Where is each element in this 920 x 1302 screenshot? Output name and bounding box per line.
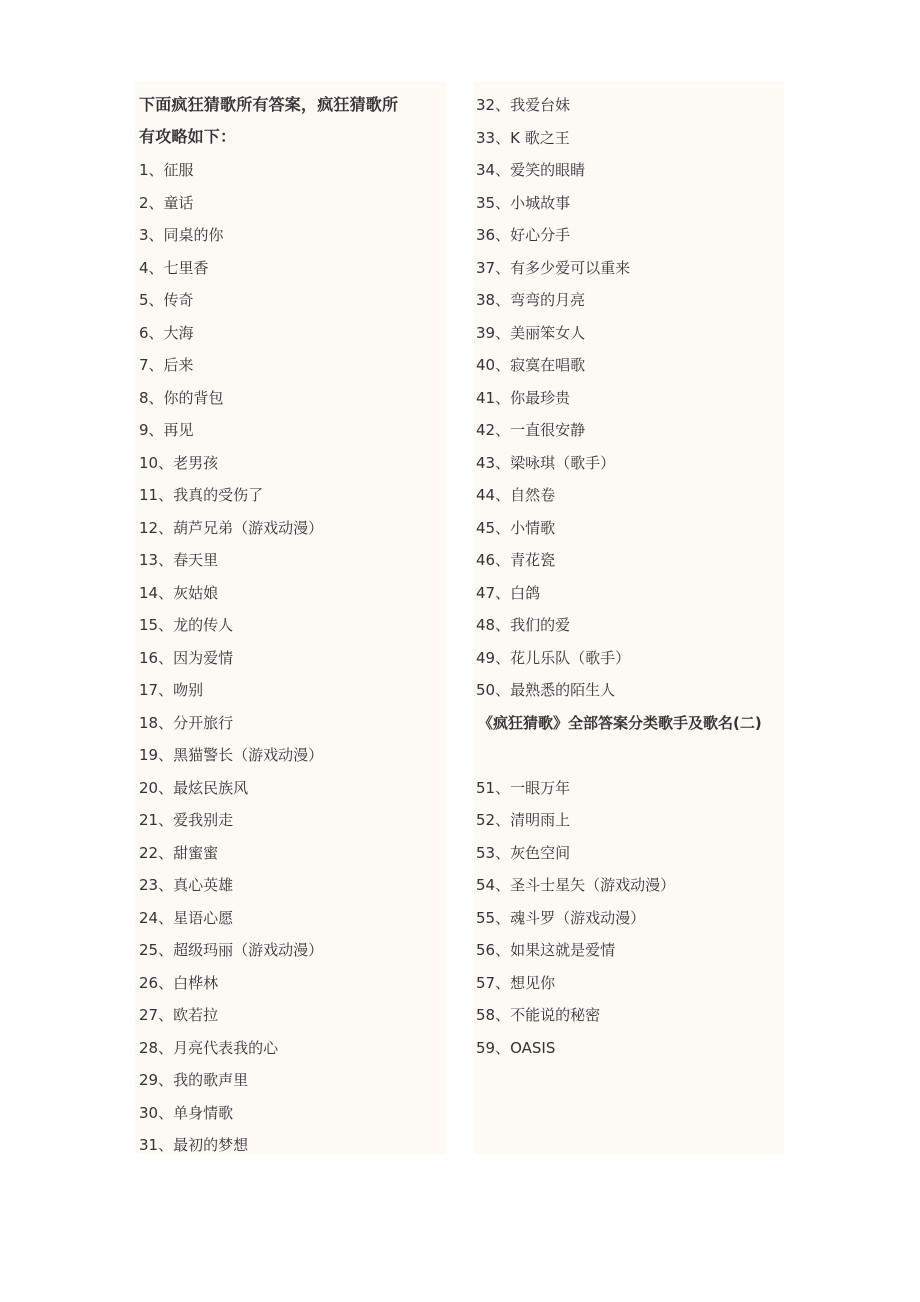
answer-item: 39、美丽笨女人 bbox=[476, 323, 586, 342]
answer-item: 13、春天里 bbox=[139, 551, 219, 569]
intro-line-1: 下面疯狂猜歌所有答案，疯狂猜歌所 bbox=[139, 95, 399, 114]
answer-item: 6、大海 bbox=[139, 323, 194, 342]
answer-item: 44、自然卷 bbox=[476, 486, 556, 504]
answer-item: 47、白鸽 bbox=[476, 583, 541, 602]
answer-item: 26、白桦林 bbox=[139, 973, 219, 992]
answer-item: 5、传奇 bbox=[139, 291, 194, 309]
answer-item: 51、一眼万年 bbox=[476, 778, 571, 797]
answer-item: 2、童话 bbox=[139, 193, 194, 212]
answer-item: 48、我们的爱 bbox=[476, 616, 571, 634]
answer-item: 35、小城故事 bbox=[476, 193, 571, 212]
answer-item: 56、如果这就是爱情 bbox=[476, 941, 616, 959]
answer-item: 49、花儿乐队（歌手） bbox=[476, 648, 631, 667]
answer-item: 10、老男孩 bbox=[139, 453, 219, 472]
answer-item: 4、七里香 bbox=[139, 258, 209, 277]
answer-item: 20、最炫民族风 bbox=[139, 778, 249, 797]
answer-item: 18、分开旅行 bbox=[139, 713, 234, 732]
right-answer-list-a bbox=[476, 89, 784, 707]
answer-item: 40、寂寞在唱歌 bbox=[476, 356, 586, 374]
answer-item: 32、我爱台妹 bbox=[476, 96, 571, 114]
answer-item: 15、龙的传人 bbox=[139, 616, 234, 634]
answer-item: 54、圣斗士星矢（游戏动漫） bbox=[476, 876, 676, 894]
answer-item: 16、因为爱情 bbox=[139, 648, 234, 667]
intro-heading bbox=[139, 89, 446, 153]
answer-item: 8、你的背包 bbox=[139, 388, 224, 407]
answer-item: 55、魂斗罗（游戏动漫） bbox=[476, 908, 646, 927]
answer-item: 17、吻别 bbox=[139, 681, 204, 699]
answer-item: 14、灰姑娘 bbox=[139, 583, 219, 602]
answer-item: 3、同桌的你 bbox=[139, 226, 224, 244]
answer-item: 11、我真的受伤了 bbox=[139, 486, 264, 504]
answer-item: 21、爱我别走 bbox=[139, 811, 234, 829]
left-answer-list bbox=[139, 154, 446, 1162]
answer-item: 27、欧若拉 bbox=[139, 1006, 219, 1024]
answer-item: 58、不能说的秘密 bbox=[476, 1006, 601, 1024]
answer-item: 37、有多少爱可以重来 bbox=[476, 258, 631, 277]
answer-item: 23、真心英雄 bbox=[139, 876, 234, 894]
answer-item: 50、最熟悉的陌生人 bbox=[476, 681, 616, 699]
right-answer-list-b bbox=[476, 772, 784, 1065]
answer-item: 57、想见你 bbox=[476, 973, 556, 992]
answer-item: 22、甜蜜蜜 bbox=[139, 843, 219, 862]
right-column bbox=[474, 82, 784, 1154]
answer-item: 30、单身情歌 bbox=[139, 1103, 234, 1122]
blank-line bbox=[476, 739, 784, 772]
answer-item: 45、小情歌 bbox=[476, 518, 556, 537]
answer-item: 12、葫芦兄弟（游戏动漫） bbox=[139, 518, 324, 537]
answer-item: 24、星语心愿 bbox=[139, 908, 234, 927]
answer-item: 7、后来 bbox=[139, 356, 194, 374]
answer-item: 38、弯弯的月亮 bbox=[476, 291, 586, 309]
answer-item: 25、超级玛丽（游戏动漫） bbox=[139, 941, 324, 959]
answer-item: 52、清明雨上 bbox=[476, 811, 571, 829]
answer-item: 59、OASIS bbox=[476, 1038, 556, 1057]
section-subtitle: 《疯狂猜歌》全部答案分类歌手及歌名(二) bbox=[478, 713, 762, 732]
answer-item: 29、我的歌声里 bbox=[139, 1071, 249, 1089]
answer-item: 46、青花瓷 bbox=[476, 551, 556, 569]
answer-item: 36、好心分手 bbox=[476, 226, 571, 244]
answer-item: 53、灰色空间 bbox=[476, 843, 571, 862]
answer-item: 1、征服 bbox=[139, 161, 194, 179]
intro-line-2: 有攻略如下： bbox=[139, 127, 237, 146]
answer-item: 34、爱笑的眼睛 bbox=[476, 161, 586, 179]
answer-item: 28、月亮代表我的心 bbox=[139, 1038, 279, 1057]
answer-item: 19、黑猫警长（游戏动漫） bbox=[139, 746, 324, 764]
answer-item: 9、再见 bbox=[139, 421, 194, 439]
left-column bbox=[135, 82, 446, 1154]
answer-item: 43、梁咏琪（歌手） bbox=[476, 453, 616, 472]
answer-item: 41、你最珍贵 bbox=[476, 388, 571, 407]
answer-item: 42、一直很安静 bbox=[476, 421, 586, 439]
answer-item: 31、最初的梦想 bbox=[139, 1136, 249, 1154]
answer-item: 33、K 歌之王 bbox=[476, 128, 570, 147]
